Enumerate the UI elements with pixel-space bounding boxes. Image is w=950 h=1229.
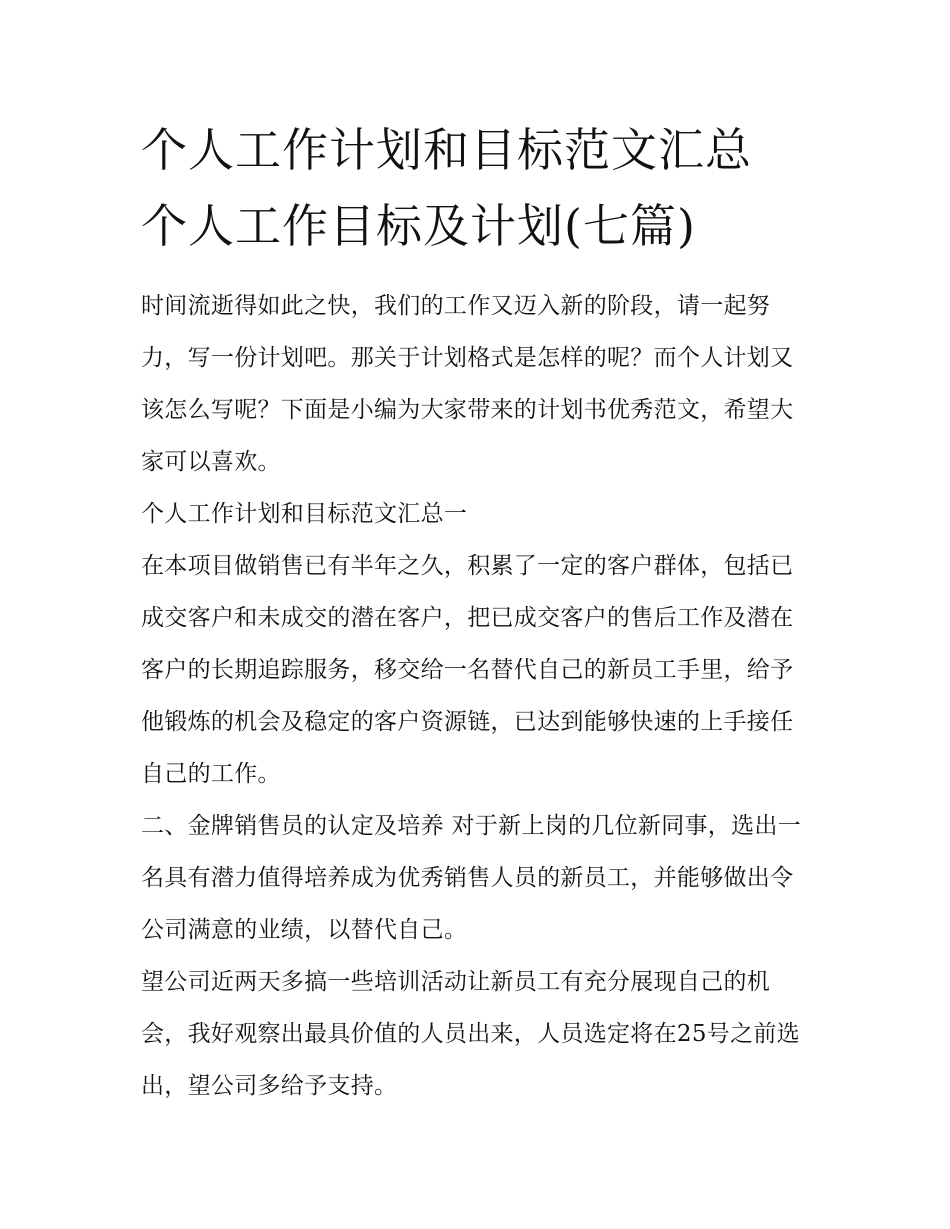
- title-line-2: 个人工作目标及计划(七篇): [141, 199, 696, 253]
- document-title: [141, 112, 813, 264]
- document-body: [141, 112, 813, 1112]
- body-paragraph: 望公司近两天多搞一些培训活动让新员工有充分展现自己的机会，我好观察出最具价值的人员出来，人员选定将在25号之前选出，望公司多给予支持。: [141, 969, 800, 1099]
- body-paragraph: 二、金牌销售员的认定及培养 对于新上岗的几位新同事，选出一名具有潜力值得培养成为优秀销售人员的新员工，并能够做出令公司满意的业绩，以替代自己。: [141, 813, 802, 943]
- title-line-1: 个人工作计划和目标范文汇总: [141, 123, 752, 177]
- body-paragraph: 在本项目做销售已有半年之久，积累了一定的客户群体，包括已成交客户和未成交的潜在客户，把已成交客户的售后工作及潜在客户的长期追踪服务，移交给一名替代自己的新员工手里，给予他锻炼的机会及稳定的客户资源链，已达到能够快速的上手接任自己的工作。: [141, 553, 794, 787]
- intro-paragraph: 时间流逝得如此之快，我们的工作又迈入新的阶段，请一起努力，写一份计划吧。那关于计划格式是怎样的呢？而个人计划又该怎么写呢？下面是小编为大家带来的计划书优秀范文，希望大家可以喜欢。: [141, 293, 794, 475]
- section-heading: 个人工作计划和目标范文汇总一: [141, 501, 468, 527]
